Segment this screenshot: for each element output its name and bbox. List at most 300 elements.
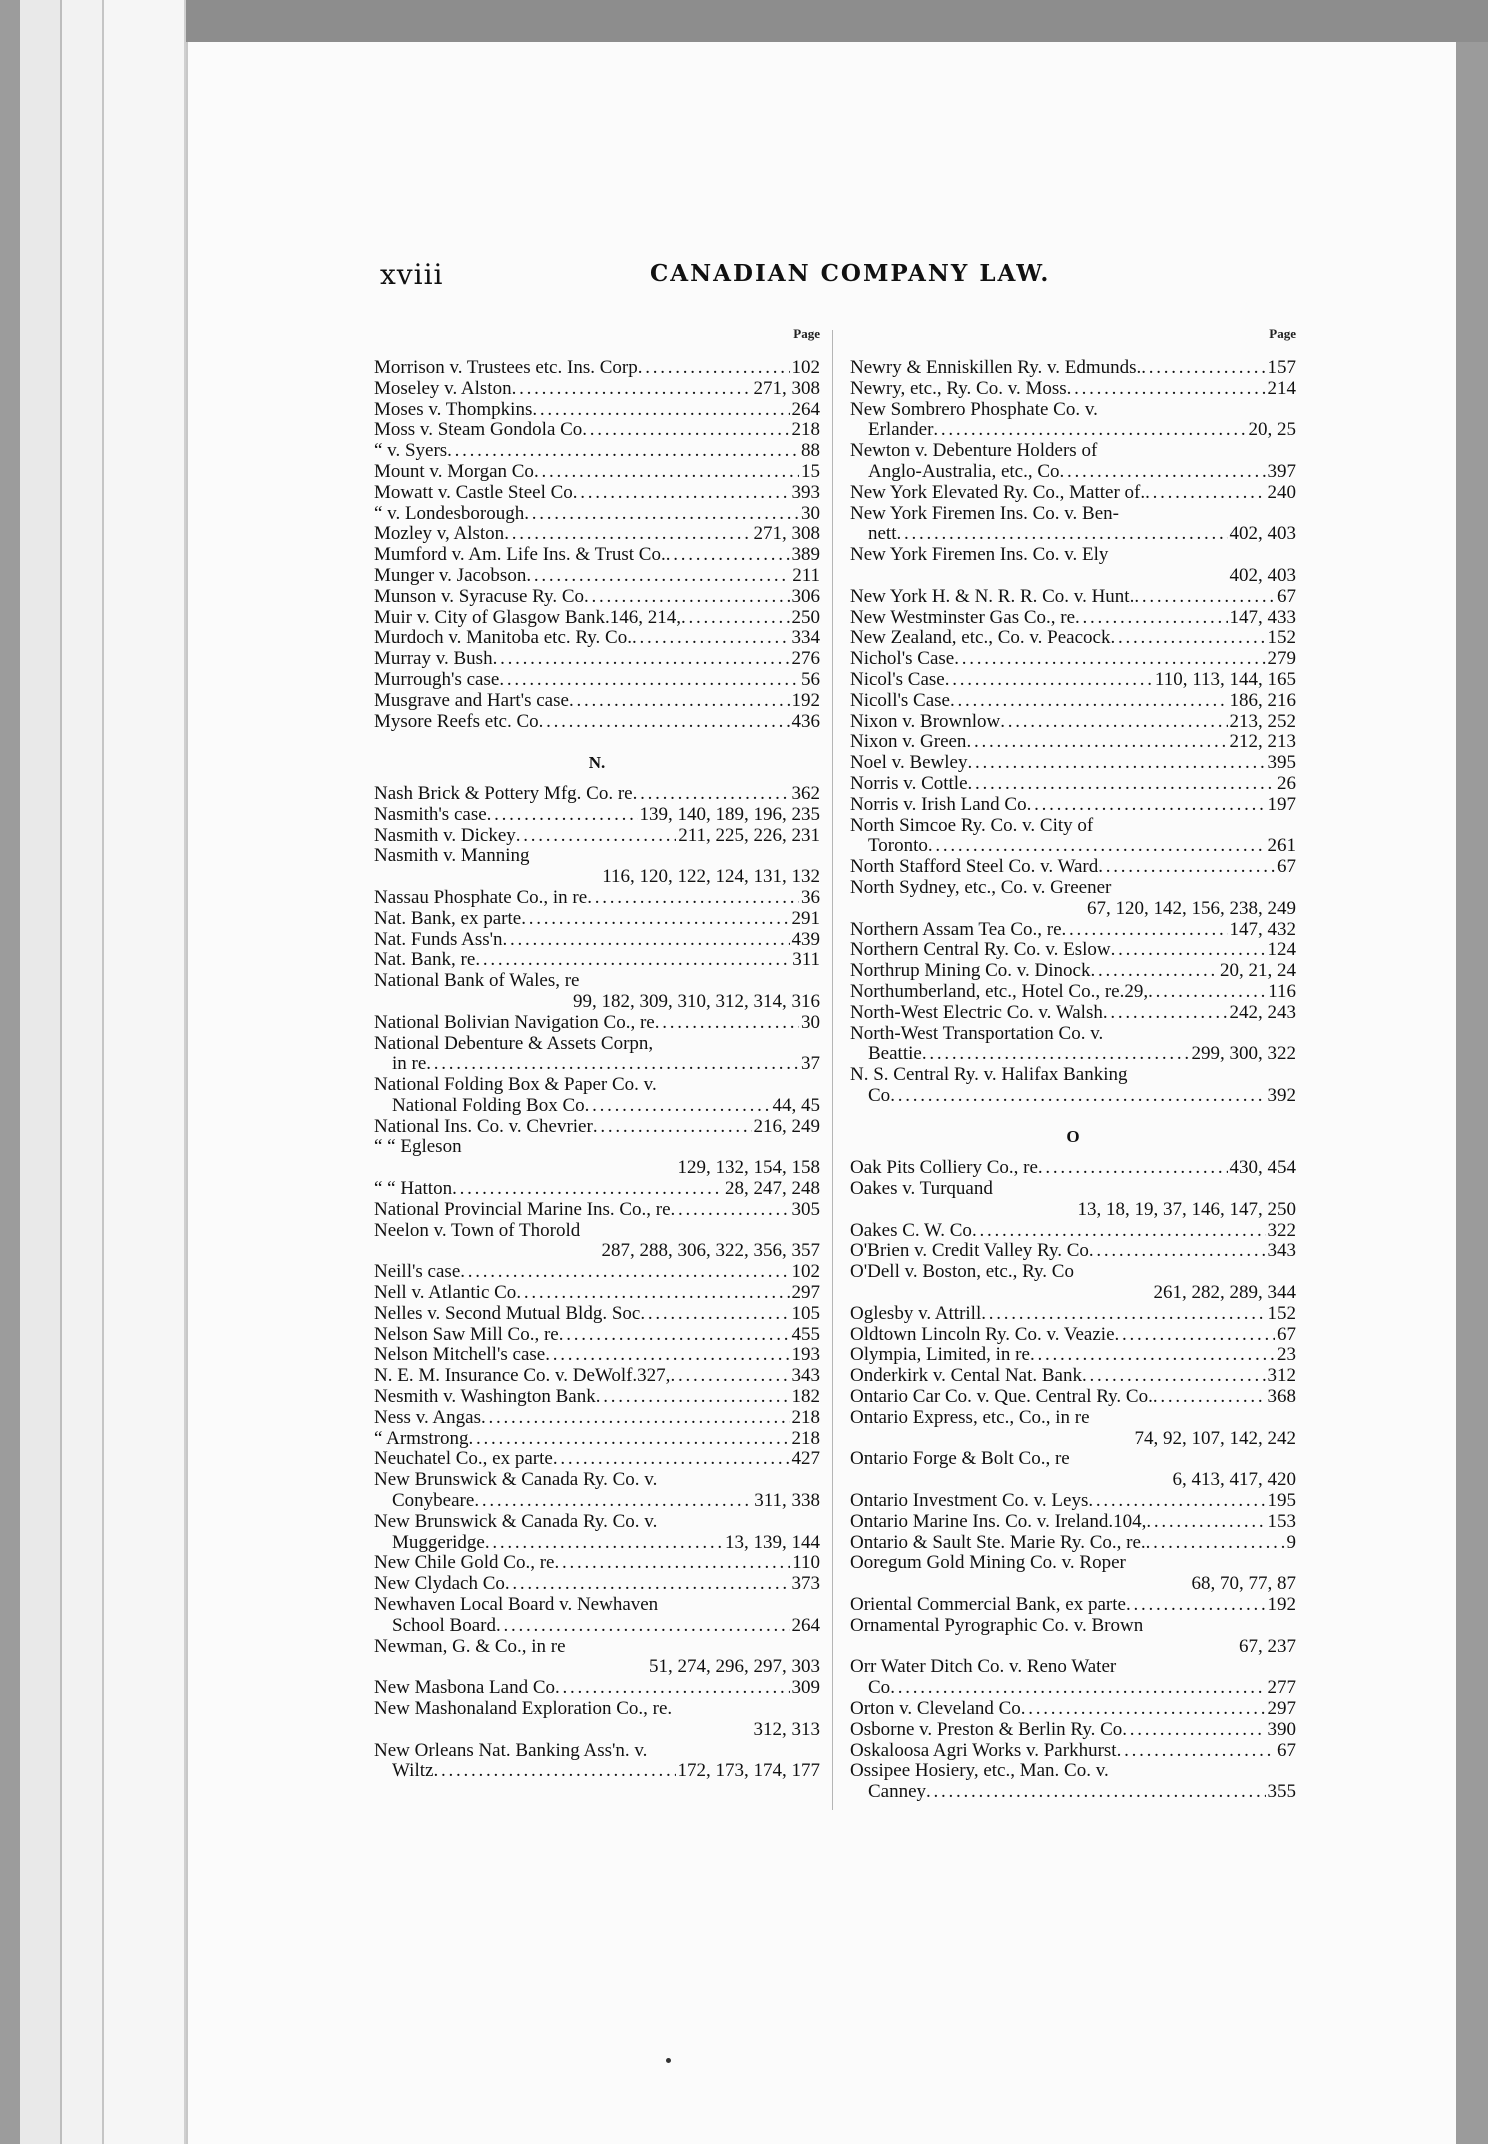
entry-pages: 102 <box>791 358 820 378</box>
leader-dots <box>1115 1325 1276 1346</box>
entry-text: Co <box>868 1678 891 1699</box>
index-entry <box>850 649 1296 670</box>
page-title: CANADIAN COMPANY LAW. <box>650 260 1051 287</box>
leader-dots <box>512 379 752 400</box>
entry-text: in re <box>392 1054 427 1075</box>
entry-pages: 139, 140, 189, 196, 235 <box>639 804 820 825</box>
index-entry <box>850 1387 1296 1408</box>
leader-dots <box>452 1179 723 1200</box>
index-entry <box>374 504 820 525</box>
entry-text: National Bolivian Navigation Co., re <box>374 1012 655 1033</box>
index-entry <box>850 1065 1296 1086</box>
entry-pages: 36 <box>801 887 820 908</box>
leader-dots <box>638 358 790 379</box>
entry-pages: 172, 173, 174, 177 <box>677 1761 820 1782</box>
entry-text: Nassau Phosphate Co., in re <box>374 887 588 908</box>
entry-page-continuation: 67, 120, 142, 156, 238, 249 <box>1087 898 1296 919</box>
entry-pages: 153 <box>1267 1511 1296 1532</box>
index-entry <box>850 420 1296 441</box>
entry-text: “ Armstrong <box>374 1428 469 1449</box>
entry-pages: 297 <box>791 1283 820 1304</box>
leader-dots <box>922 1044 1190 1065</box>
entry-text: Erlander <box>868 420 934 441</box>
entry-text: Ornamental Pyrographic Co. v. Brown <box>850 1615 1144 1636</box>
index-entry <box>850 1086 1296 1107</box>
leader-dots <box>468 1429 789 1450</box>
entry-text: North-West Transportation Co. v. <box>850 1023 1104 1044</box>
leader-dots <box>582 420 789 441</box>
index-entry <box>374 1325 820 1346</box>
entry-text: National Debenture & Assets Corpn, <box>374 1033 654 1054</box>
index-entry <box>374 1200 820 1221</box>
leader-dots <box>1088 1491 1265 1512</box>
entry-pages: 389 <box>791 545 820 566</box>
index-entry <box>374 1491 820 1512</box>
entry-text: New Brunswick & Canada Ry. Co. v. <box>374 1511 658 1532</box>
leader-dots <box>526 566 790 587</box>
entry-text: North Stafford Steel Co. v. Ward <box>850 857 1099 878</box>
entry-pages: 218 <box>791 420 820 441</box>
index-entry <box>850 1512 1296 1533</box>
entry-pages: 44, 45 <box>772 1095 820 1116</box>
entry-text: Morrison v. Trustees etc. Ins. Corp <box>374 358 638 378</box>
leader-dots <box>1117 1741 1275 1762</box>
entry-text: O'Dell v. Boston, etc., Ry. Co <box>850 1262 1074 1283</box>
entry-pages: 56 <box>801 669 820 690</box>
entry-text: Murray v. Bush <box>374 649 493 670</box>
entry-text: Nichol's Case <box>850 649 955 670</box>
leader-dots <box>460 1262 789 1283</box>
entry-text: Mysore Reefs etc. Co <box>374 711 539 732</box>
leader-dots <box>559 1325 790 1346</box>
entry-pages: 299, 300, 322 <box>1191 1044 1296 1065</box>
index-entry <box>374 1741 820 1762</box>
spacer <box>850 1107 1296 1128</box>
entry-pages: 439 <box>791 929 820 950</box>
entry-pages: 218 <box>791 1407 820 1428</box>
leader-dots <box>933 420 1246 441</box>
index-entry <box>850 1741 1296 1762</box>
section-letter: O <box>1066 1127 1080 1147</box>
entry-text: Noel v. Bewley <box>850 753 968 774</box>
entry-pages: 242, 243 <box>1229 1002 1296 1023</box>
index-entry <box>374 1429 820 1450</box>
index-entry <box>850 691 1296 712</box>
entry-pages: 264 <box>791 399 820 420</box>
section-letter: N. <box>588 753 606 773</box>
entry-page-continuation: 287, 288, 306, 322, 356, 357 <box>601 1241 820 1262</box>
entry-text: Osborne v. Preston & Berlin Ry. Co <box>850 1719 1123 1740</box>
entry-text: Nixon v. Brownlow <box>850 711 1001 732</box>
leader-dots <box>1098 857 1275 878</box>
leader-dots <box>1062 920 1228 941</box>
entry-pages: 23 <box>1277 1345 1296 1366</box>
index-entry <box>850 920 1296 941</box>
page-edge <box>104 0 186 2144</box>
index-entry <box>850 1761 1296 1782</box>
entry-text: School Board <box>392 1615 496 1636</box>
leader-dots <box>1126 1595 1266 1616</box>
index-entry <box>374 608 820 629</box>
entry-text: N. E. M. Insurance Co. v. DeWolf.327, <box>374 1366 671 1387</box>
entry-text: Musgrave and Hart's case <box>374 690 569 711</box>
index-entry <box>850 483 1296 504</box>
index-entry <box>850 753 1296 774</box>
entry-pages: 195 <box>1267 1491 1296 1512</box>
leader-dots <box>1027 795 1266 816</box>
index-entry <box>850 608 1296 629</box>
entry-text: nett <box>868 524 897 545</box>
entry-pages: 102 <box>791 1262 820 1283</box>
index-entries <box>850 358 1296 1803</box>
entry-text: Onderkirk v. Cental Nat. Bank <box>850 1366 1082 1387</box>
entry-pages: 309 <box>791 1678 820 1699</box>
entry-text: New Brunswick & Canada Ry. Co. v. <box>374 1470 658 1491</box>
entry-pages: 186, 216 <box>1229 690 1296 711</box>
leader-dots <box>555 1678 790 1699</box>
entry-pages: 110 <box>792 1553 820 1574</box>
entry-pages: 312 <box>1267 1366 1296 1387</box>
entry-pages: 306 <box>791 586 820 607</box>
index-entry <box>374 441 820 462</box>
entry-pages: 30 <box>801 1012 820 1033</box>
entry-pages: 105 <box>791 1303 820 1324</box>
leader-dots <box>503 930 790 951</box>
entry-pages: 20, 21, 24 <box>1220 961 1296 982</box>
leader-dots <box>966 732 1227 753</box>
entry-pages: 13, 139, 144 <box>725 1532 820 1553</box>
entry-text: Nelson Mitchell's case <box>374 1345 546 1366</box>
leader-dots <box>981 1304 1265 1325</box>
entry-pages: 250 <box>791 607 820 628</box>
entry-text: New Chile Gold Co., re <box>374 1553 555 1574</box>
entry-pages: 9 <box>1286 1532 1296 1553</box>
leader-dots <box>950 691 1228 712</box>
entry-pages: 116 <box>1268 981 1296 1002</box>
entry-text: Nat. Bank, ex parte <box>374 908 522 929</box>
index-entry <box>374 1262 820 1283</box>
entry-pages: 311, 338 <box>754 1491 820 1512</box>
leader-dots <box>496 1616 790 1637</box>
entry-text: Nasmith v. Dickey <box>374 825 516 846</box>
leader-dots <box>593 1117 752 1138</box>
leader-dots <box>493 649 790 670</box>
column-divider <box>832 330 833 1810</box>
entry-pages: 264 <box>791 1615 820 1636</box>
index-entry <box>374 1761 820 1782</box>
index-entry <box>374 1574 820 1595</box>
leader-dots <box>1082 1366 1266 1387</box>
index-entry <box>850 857 1296 878</box>
index-entry <box>374 1678 820 1699</box>
index-entry <box>850 462 1296 483</box>
entry-pages: 393 <box>791 482 820 503</box>
index-entry <box>374 805 820 826</box>
leader-dots <box>945 670 1153 691</box>
index-entry <box>374 545 820 566</box>
leader-dots <box>1060 462 1266 483</box>
entry-pages: 427 <box>791 1449 820 1470</box>
entry-text: Ossipee Hosiery, etc., Man. Co. v. <box>850 1761 1109 1782</box>
index-column-right <box>850 324 1296 1803</box>
leader-dots <box>433 1761 675 1782</box>
leader-dots <box>573 483 790 504</box>
leader-dots <box>534 462 799 483</box>
index-entry <box>850 1044 1296 1065</box>
entry-page-continuation: 6, 413, 417, 420 <box>1172 1470 1296 1491</box>
entry-pages: 305 <box>791 1199 820 1220</box>
entry-pages: 152 <box>1267 628 1296 649</box>
index-entry <box>374 483 820 504</box>
entry-text: New Westminster Gas Co., re <box>850 607 1076 628</box>
leader-dots <box>666 545 790 566</box>
index-entry <box>850 774 1296 795</box>
entry-pages: 276 <box>791 649 820 670</box>
entry-pages: 67 <box>1277 586 1296 607</box>
index-entry <box>374 400 820 421</box>
leader-dots <box>928 836 1266 857</box>
entry-text: Nelles v. Second Mutual Bldg. Soc <box>374 1303 641 1324</box>
entry-pages: 20, 25 <box>1248 420 1296 441</box>
index-entry <box>374 420 820 441</box>
index-entry <box>850 1325 1296 1346</box>
entry-pages: 279 <box>1267 649 1296 670</box>
index-entry <box>850 1616 1296 1637</box>
entry-pages: 271, 308 <box>753 378 820 399</box>
entry-pages: 211 <box>792 565 820 586</box>
entry-pages: 212, 213 <box>1229 732 1296 753</box>
index-entry <box>850 878 1296 899</box>
index-entry <box>374 1699 820 1720</box>
entry-text: Nelson Saw Mill Co., re <box>374 1324 559 1345</box>
leader-dots <box>968 753 1266 774</box>
leader-dots <box>681 608 790 629</box>
index-entry <box>850 1221 1296 1242</box>
entry-pages: 30 <box>801 503 820 524</box>
entry-text: Mozley v, Alston <box>374 524 505 545</box>
index-entry <box>850 670 1296 691</box>
index-entry <box>374 1034 820 1055</box>
entry-page-continuation: 67, 237 <box>1239 1636 1296 1657</box>
entry-text: Oskaloosa Agri Works v. Parkhurst <box>850 1740 1117 1761</box>
spacer <box>374 774 820 784</box>
leader-dots <box>1000 712 1227 733</box>
entry-text: New Sombrero Phosphate Co. v. <box>850 399 1098 420</box>
entry-text: Neelon v. Town of Thorold <box>374 1220 581 1241</box>
leader-dots <box>1134 587 1275 608</box>
leader-dots <box>1141 358 1265 379</box>
entry-text: Norris v. Irish Land Co <box>850 794 1027 815</box>
running-header <box>380 258 1300 298</box>
leader-dots <box>926 1782 1265 1803</box>
entry-text: Mowatt v. Castle Steel Co <box>374 482 573 503</box>
entry-text: New Orleans Nat. Banking Ass'n. v. <box>374 1740 648 1761</box>
entry-text: North-West Electric Co. v. Walsh <box>850 1002 1103 1023</box>
entry-pages: 368 <box>1267 1387 1296 1408</box>
index-entry <box>374 712 820 733</box>
index-entry <box>374 1366 820 1387</box>
entry-text: Newhaven Local Board v. Newhaven <box>374 1595 659 1616</box>
entry-text: Moseley v. Alston <box>374 378 512 399</box>
page-mark <box>666 2058 671 2063</box>
index-entry <box>850 1491 1296 1512</box>
entry-pages: 343 <box>791 1366 820 1387</box>
index-entry <box>850 1699 1296 1720</box>
entry-pages: 311 <box>792 950 820 971</box>
leader-dots <box>671 1200 790 1221</box>
index-entry <box>374 1553 820 1574</box>
entry-text: Ness v. Angas <box>374 1407 481 1428</box>
index-entry <box>374 1096 820 1117</box>
index-entry <box>850 982 1296 1003</box>
index-entry <box>850 1304 1296 1325</box>
spacer <box>850 1148 1296 1158</box>
index-entry <box>850 1024 1296 1045</box>
entry-text: Canney <box>868 1782 927 1803</box>
leader-dots <box>1067 379 1266 400</box>
entry-text: National Folding Box Co <box>392 1095 585 1116</box>
entry-text: O'Brien v. Credit Valley Ry. Co <box>850 1241 1089 1262</box>
entry-pages: 124 <box>1267 940 1296 961</box>
index-entry <box>850 836 1296 857</box>
index-entry <box>850 1449 1296 1470</box>
page-number: xviii <box>380 258 444 291</box>
leader-dots <box>553 1449 790 1470</box>
index-entry <box>374 909 820 930</box>
entry-pages: 373 <box>791 1574 820 1595</box>
index-entry <box>374 1637 820 1658</box>
entry-text: Muir v. City of Glasgow Bank.146, 214, <box>374 607 681 628</box>
index-entry <box>850 1657 1296 1678</box>
index-entry <box>850 504 1296 525</box>
entry-pages: 362 <box>791 783 820 804</box>
index-entry <box>850 1533 1296 1554</box>
index-entry <box>850 1241 1296 1262</box>
entry-pages: 291 <box>791 908 820 929</box>
index-entry <box>850 1179 1296 1200</box>
entry-text: New York Firemen Ins. Co. v. Ely <box>850 545 1109 566</box>
entry-text: Newry, etc., Ry. Co. v. Moss <box>850 378 1067 399</box>
page-edge <box>62 0 104 2144</box>
entry-pages: 37 <box>801 1054 820 1075</box>
leader-dots <box>1148 982 1266 1003</box>
index-entry <box>374 1013 820 1034</box>
index-entry <box>850 358 1296 379</box>
entry-pages: 67 <box>1277 1740 1296 1761</box>
leader-dots <box>1038 1158 1228 1179</box>
index-entry <box>374 784 820 805</box>
entry-pages: 343 <box>1267 1241 1296 1262</box>
index-entry <box>850 1366 1296 1387</box>
entry-text: Toronto <box>868 836 928 857</box>
entry-pages: 218 <box>791 1428 820 1449</box>
leader-dots <box>1103 1003 1228 1024</box>
leader-dots <box>524 504 799 525</box>
entry-text: Nat. Bank, re <box>374 950 476 971</box>
entry-page-continuation: 312, 313 <box>753 1719 820 1740</box>
leader-dots <box>596 1387 790 1408</box>
leader-dots <box>633 784 790 805</box>
entry-text: Murrough's case <box>374 669 500 690</box>
leader-dots <box>587 888 799 909</box>
entry-pages: 67 <box>1277 857 1296 878</box>
leader-dots <box>426 1054 799 1075</box>
index-entry <box>374 691 820 712</box>
entry-pages: 455 <box>791 1324 820 1345</box>
entry-text: Wiltz <box>392 1761 434 1782</box>
index-entry <box>374 524 820 545</box>
index-entry <box>850 1345 1296 1366</box>
index-entry <box>374 1221 820 1242</box>
entry-text: Orr Water Ditch Co. v. Reno Water <box>850 1657 1117 1678</box>
index-entry <box>374 971 820 992</box>
leader-dots <box>1153 1387 1266 1408</box>
index-entry <box>850 712 1296 733</box>
entry-text: Norris v. Cottle <box>850 773 968 794</box>
entry-pages: 355 <box>1267 1782 1296 1803</box>
entry-pages: 28, 247, 248 <box>725 1179 820 1200</box>
index-entry <box>850 732 1296 753</box>
entry-text: Neuchatel Co., ex parte <box>374 1449 553 1470</box>
leader-dots <box>1122 1720 1265 1741</box>
index-entry <box>850 1003 1296 1024</box>
index-entry <box>374 358 820 379</box>
entry-page-continuation: 99, 182, 309, 310, 312, 314, 316 <box>573 991 820 1012</box>
entry-pages: 216, 249 <box>753 1116 820 1137</box>
entry-text: New York H. & N. R. R. Co. v. Hunt. <box>850 586 1135 607</box>
leader-dots <box>968 774 1275 795</box>
entry-text: Moses v. Thompkins <box>374 399 533 420</box>
page-column-label: Page <box>793 326 820 341</box>
index-entry <box>374 1304 820 1325</box>
entry-text: Oldtown Lincoln Ry. Co. v. Veazie <box>850 1324 1115 1345</box>
entry-text: Oakes C. W. Co <box>850 1220 972 1241</box>
entry-text: Nasmith v. Manning <box>374 846 530 867</box>
index-entry <box>374 1595 820 1616</box>
entry-text: New Masbona Land Co <box>374 1678 555 1699</box>
entry-text: National Provincial Marine Ins. Co., re <box>374 1199 671 1220</box>
leader-dots <box>1110 628 1265 649</box>
entry-text: Munson v. Syracuse Ry. Co <box>374 586 584 607</box>
leader-dots <box>890 1678 1265 1699</box>
index-entry <box>374 1387 820 1408</box>
entry-pages: 271, 308 <box>753 524 820 545</box>
entry-pages: 402, 403 <box>1229 524 1296 545</box>
entry-text: Ontario Marine Ins. Co. v. Ireland.104, <box>850 1511 1147 1532</box>
entry-pages: 277 <box>1267 1678 1296 1699</box>
entry-page-continuation: 402, 403 <box>1229 565 1296 586</box>
index-entry <box>850 524 1296 545</box>
index-column-left <box>374 324 820 1782</box>
index-entry <box>374 628 820 649</box>
index-entry <box>850 816 1296 837</box>
entry-pages: 67 <box>1277 1324 1296 1345</box>
index-entry <box>850 628 1296 649</box>
entry-pages: 390 <box>1267 1719 1296 1740</box>
spacer <box>374 732 820 753</box>
index-entry <box>374 379 820 400</box>
entry-text: Nicoll's Case <box>850 690 950 711</box>
entry-pages: 297 <box>1267 1699 1296 1719</box>
index-entry <box>850 1408 1296 1429</box>
index-entry <box>374 1179 820 1200</box>
entry-text: Northern Assam Tea Co., re <box>850 919 1062 940</box>
leader-dots <box>1075 608 1227 629</box>
leader-dots <box>521 909 789 930</box>
index-entry <box>850 379 1296 400</box>
entry-pages: 322 <box>1267 1220 1296 1241</box>
entry-text: Nat. Funds Ass'n <box>374 929 503 950</box>
